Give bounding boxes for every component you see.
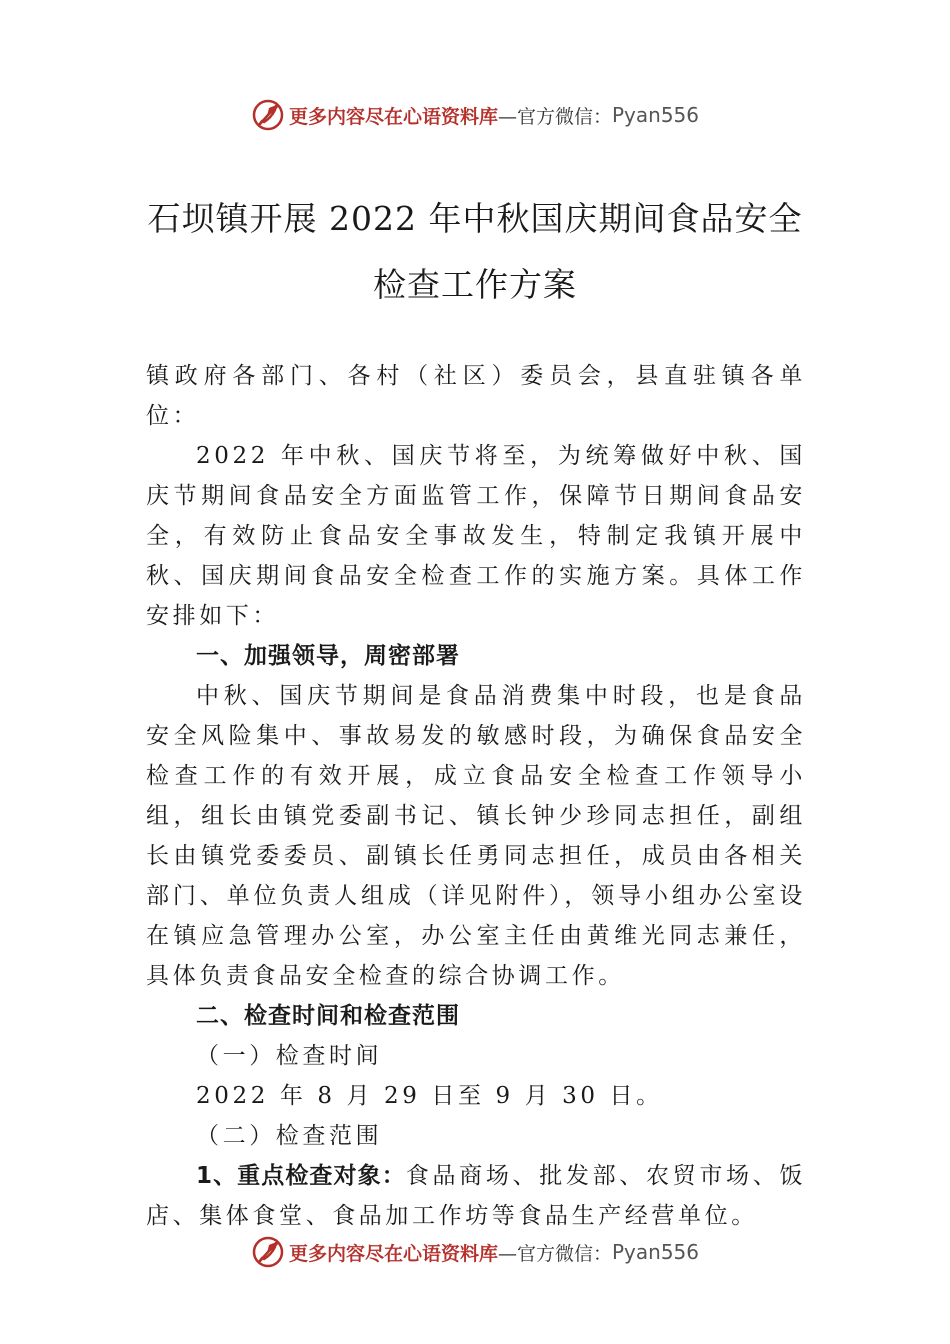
subsection1-heading: （一）检查时间 [196,1043,383,1069]
section1-paragraph: 中秋、国庆节期间是食品消费集中时段，也是食品安全风险集中、事故易发的敏感时段，为确保食品安全检查工作的有效开展，成立食品安全检查工作领导小组，组长由镇党委副书记、镇长钟少珍同志担任，副组长由镇党委委员、副镇长任勇同志担任，成员由各相关部门、单位负责人组成（详见附件），领导小组办公室设在镇应急管理办公室，办公室主任由黄维光同志兼任，具体负责食品安全检查的综合协调工作。 [146,683,806,989]
salutation: 镇政府各部门、各村（社区）委员会，县直驻镇各单位： [146,363,806,429]
subsection2-heading: （二）检查范围 [196,1123,383,1149]
section1-heading: 一、加强领导，周密部署 [196,643,460,669]
banner-title: 更多内容尽在心语资料库 [288,105,498,128]
section2-heading: 二、检查时间和检查范围 [196,1003,460,1029]
banner-wechat-label: —官方微信： [497,105,612,128]
footer-banner [0,1232,950,1272]
item1-text: 食品商场、批发部、农贸市场、饭店、集体食堂、食品加工作坊等食品生产经营单位。 [146,1163,806,1229]
intro-paragraph: 2022 年中秋、国庆节将至，为统筹做好中秋、国庆节期间食品安全方面监管工作，保障节日期间食品安全，有效防止食品安全事故发生，特制定我镇开展中秋、国庆期间食品安全检查工作的实施方案。具体工作安排如下： [146,443,806,629]
document-title-line1: 石坝镇开展 2022 年中秋国庆期间食品安全 [147,199,803,238]
banner-wechat-id: Pyan556 [612,103,700,127]
quill-logo-icon [251,1235,285,1269]
banner-wechat-id: Pyan556 [612,1240,700,1264]
item1-paragraph [146,1156,806,1236]
document-body [146,356,806,1236]
subsection1-text: 2022 年 8 月 29 日至 9 月 30 日。 [196,1083,663,1109]
item1-label: 1、重点检查对象： [196,1163,406,1189]
banner-wechat-label: —官方微信： [497,1242,612,1265]
quill-logo-icon [251,98,285,132]
document-title-line2: 检查工作方案 [373,265,577,304]
header-banner [0,95,950,135]
banner-title: 更多内容尽在心语资料库 [288,1242,498,1265]
